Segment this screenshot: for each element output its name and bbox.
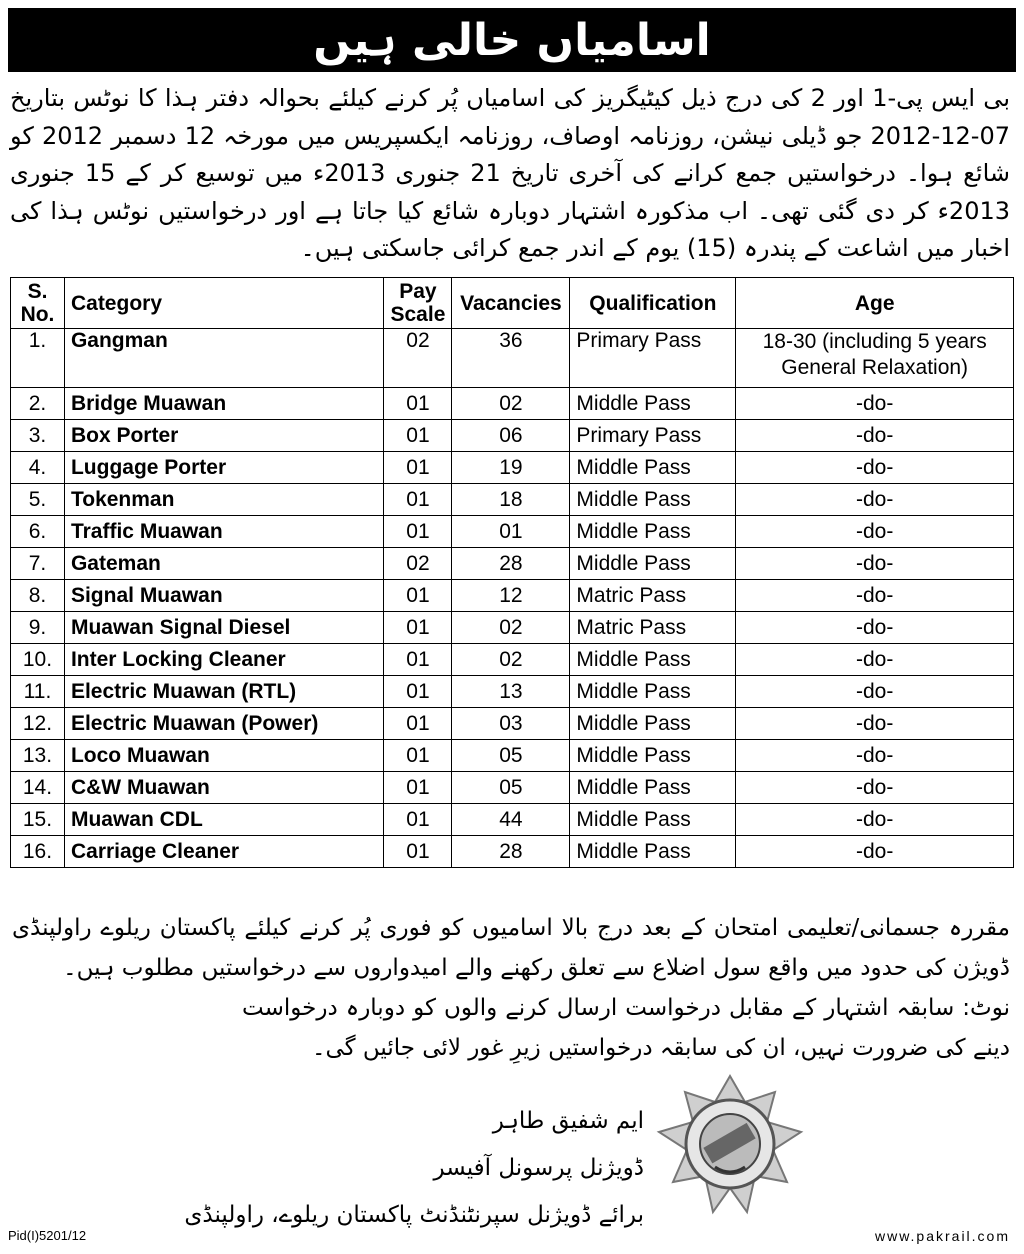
cell-qualification: Middle Pass [570,740,736,772]
cell-sno: 9. [11,612,65,644]
table-body [11,329,1014,868]
cell-age: -do- [736,644,1014,676]
cell-pay-scale: 01 [384,420,452,452]
cell-sno: 13. [11,740,65,772]
cell-sno: 3. [11,420,65,452]
website-url: www.pakrail.com [874,1228,1010,1244]
cell-sno: 4. [11,452,65,484]
header-category: Category [64,278,383,329]
cell-age: -do- [736,836,1014,868]
pakistan-railways-emblem-icon [655,1072,805,1222]
cell-vacancies: 05 [452,740,570,772]
requirement-paragraph: مقررہ جسمانی/تعلیمی امتحان کے بعد درج بالا اسامیوں کو فوری پُر کرنے کیلئے پاکستان ریلوے راولپنڈی ڈویژن کی حدود میں واقع سول اضلاع سے تعلق رکھنے والے امیدواروں سے درخواستیں مطلوب ہیں۔ [12,915,1010,981]
cell-sno: 8. [11,580,65,612]
cell-qualification: Middle Pass [570,644,736,676]
table-row [11,452,1014,484]
cell-vacancies: 36 [452,329,570,388]
cell-pay-scale: 01 [384,484,452,516]
cell-age: -do- [736,612,1014,644]
page-title: اسامیاں خالی ہیں [313,14,711,66]
cell-qualification: Middle Pass [570,804,736,836]
header-vacancies: Vacancies [452,278,570,329]
cell-age: -do- [736,484,1014,516]
cell-age: 18-30 (including 5 years General Relaxation) [736,329,1014,388]
cell-pay-scale: 01 [384,772,452,804]
signatory-designation: ڈویژنل پرسونل آفیسر [433,1155,644,1181]
cell-qualification: Middle Pass [570,548,736,580]
cell-category: Bridge Muawan [64,388,383,420]
cell-category: Gangman [64,329,383,388]
cell-category: Muawan CDL [64,804,383,836]
cell-vacancies: 02 [452,388,570,420]
table-row [11,676,1014,708]
cell-category: Electric Muawan (Power) [64,708,383,740]
header-age: Age [736,278,1014,329]
cell-qualification: Middle Pass [570,772,736,804]
cell-sno: 2. [11,388,65,420]
cell-sno: 15. [11,804,65,836]
header-pay-scale: Pay Scale [384,278,452,329]
table-row [11,548,1014,580]
cell-category: Gateman [64,548,383,580]
cell-vacancies: 28 [452,548,570,580]
signatory-office: برائے ڈویژنل سپرنٹنڈنٹ پاکستان ریلوے، راولپنڈی [184,1202,644,1228]
cell-pay-scale: 01 [384,388,452,420]
cell-category: C&W Muawan [64,772,383,804]
cell-vacancies: 19 [452,452,570,484]
cell-pay-scale: 01 [384,708,452,740]
table-row [11,329,1014,388]
cell-category: Traffic Muawan [64,516,383,548]
cell-age: -do- [736,388,1014,420]
cell-age: -do- [736,516,1014,548]
cell-category: Muawan Signal Diesel [64,612,383,644]
cell-sno: 7. [11,548,65,580]
cell-sno: 6. [11,516,65,548]
cell-category: Luggage Porter [64,452,383,484]
cell-vacancies: 13 [452,676,570,708]
cell-vacancies: 18 [452,484,570,516]
cell-category: Electric Muawan (RTL) [64,676,383,708]
cell-qualification: Middle Pass [570,708,736,740]
cell-pay-scale: 01 [384,452,452,484]
cell-age: -do- [736,708,1014,740]
cell-category: Signal Muawan [64,580,383,612]
cell-sno: 10. [11,644,65,676]
table-row [11,804,1014,836]
table-row [11,772,1014,804]
cell-qualification: Matric Pass [570,612,736,644]
cell-vacancies: 12 [452,580,570,612]
cell-qualification: Middle Pass [570,836,736,868]
cell-qualification: Middle Pass [570,676,736,708]
cell-category: Inter Locking Cleaner [64,644,383,676]
cell-pay-scale: 01 [384,836,452,868]
header-sno: S. No. [11,278,65,329]
cell-vacancies: 01 [452,516,570,548]
note-paragraph: نوٹ: سابقہ اشتہار کے مقابل درخواست ارسال کرنے والوں کو دوبارہ درخواست دینے کی ضرورت نہیں، ان کی سابقہ درخواستیں زیرِ غور لائی جائیں گی۔ [242,995,1010,1061]
cell-vacancies: 05 [452,772,570,804]
cell-vacancies: 02 [452,644,570,676]
cell-pay-scale: 01 [384,644,452,676]
header-qualification: Qualification [570,278,736,329]
cell-vacancies: 03 [452,708,570,740]
cell-vacancies: 02 [452,612,570,644]
table-row [11,388,1014,420]
cell-age: -do- [736,548,1014,580]
cell-age: -do- [736,452,1014,484]
cell-qualification: Middle Pass [570,516,736,548]
cell-sno: 11. [11,676,65,708]
cell-pay-scale: 01 [384,580,452,612]
cell-age: -do- [736,804,1014,836]
vacancies-table [10,277,1014,868]
cell-category: Box Porter [64,420,383,452]
cell-sno: 5. [11,484,65,516]
table-row [11,644,1014,676]
publication-id: Pid(I)5201/12 [8,1228,87,1243]
cell-pay-scale: 01 [384,676,452,708]
signatory-name: ایم شفیق طاہر [492,1108,644,1134]
cell-pay-scale: 01 [384,804,452,836]
cell-vacancies: 06 [452,420,570,452]
cell-qualification: Matric Pass [570,580,736,612]
cell-pay-scale: 01 [384,740,452,772]
table-row [11,516,1014,548]
cell-age: -do- [736,676,1014,708]
cell-age: -do- [736,740,1014,772]
cell-qualification: Middle Pass [570,452,736,484]
cell-age: -do- [736,420,1014,452]
cell-age: -do- [736,580,1014,612]
cell-sno: 1. [11,329,65,388]
cell-category: Loco Muawan [64,740,383,772]
cell-qualification: Middle Pass [570,388,736,420]
body-text [12,908,1010,1068]
table-row [11,612,1014,644]
cell-pay-scale: 02 [384,548,452,580]
cell-sno: 12. [11,708,65,740]
cell-category: Carriage Cleaner [64,836,383,868]
cell-sno: 14. [11,772,65,804]
table-row [11,580,1014,612]
table-header-row [11,278,1014,329]
cell-qualification: Middle Pass [570,484,736,516]
cell-vacancies: 28 [452,836,570,868]
cell-pay-scale: 01 [384,516,452,548]
signature-block [184,1098,644,1239]
cell-sno: 16. [11,836,65,868]
table-row [11,484,1014,516]
table-row [11,740,1014,772]
cell-vacancies: 44 [452,804,570,836]
cell-qualification: Primary Pass [570,329,736,388]
intro-paragraph: بی ایس پی-1 اور 2 کی درج ذیل کیٹیگریز کی اسامیاں پُر کرنے کیلئے بحوالہ دفتر ہذا کا نوٹس بتاریخ 07-12-2012 جو ڈیلی نیشن، روزنامہ اوصاف، روزنامہ ایکسپریس میں مورخہ 12 دسمبر 2012 کو شائع ہوا۔ درخواستیں جمع کرانے کی آخری تاریخ 21 جنوری 2013ء میں توسیع کر کے 15 جنوری 2013ء کر دی گئی تھی۔ اب مذکورہ اشتہار دوبارہ شائع کیا جاتا ہے اور درخواستیں نوٹس ہذا کی اخبار میں اشاعت کے پندرہ (15) یوم کے اندر جمع کرائی جاسکتی ہیں۔ [10,84,1011,262]
table-row [11,708,1014,740]
cell-qualification: Primary Pass [570,420,736,452]
cell-age: -do- [736,772,1014,804]
page-title-banner [8,8,1016,72]
table-row [11,836,1014,868]
cell-pay-scale: 02 [384,329,452,388]
cell-pay-scale: 01 [384,612,452,644]
table-row [11,420,1014,452]
cell-category: Tokenman [64,484,383,516]
